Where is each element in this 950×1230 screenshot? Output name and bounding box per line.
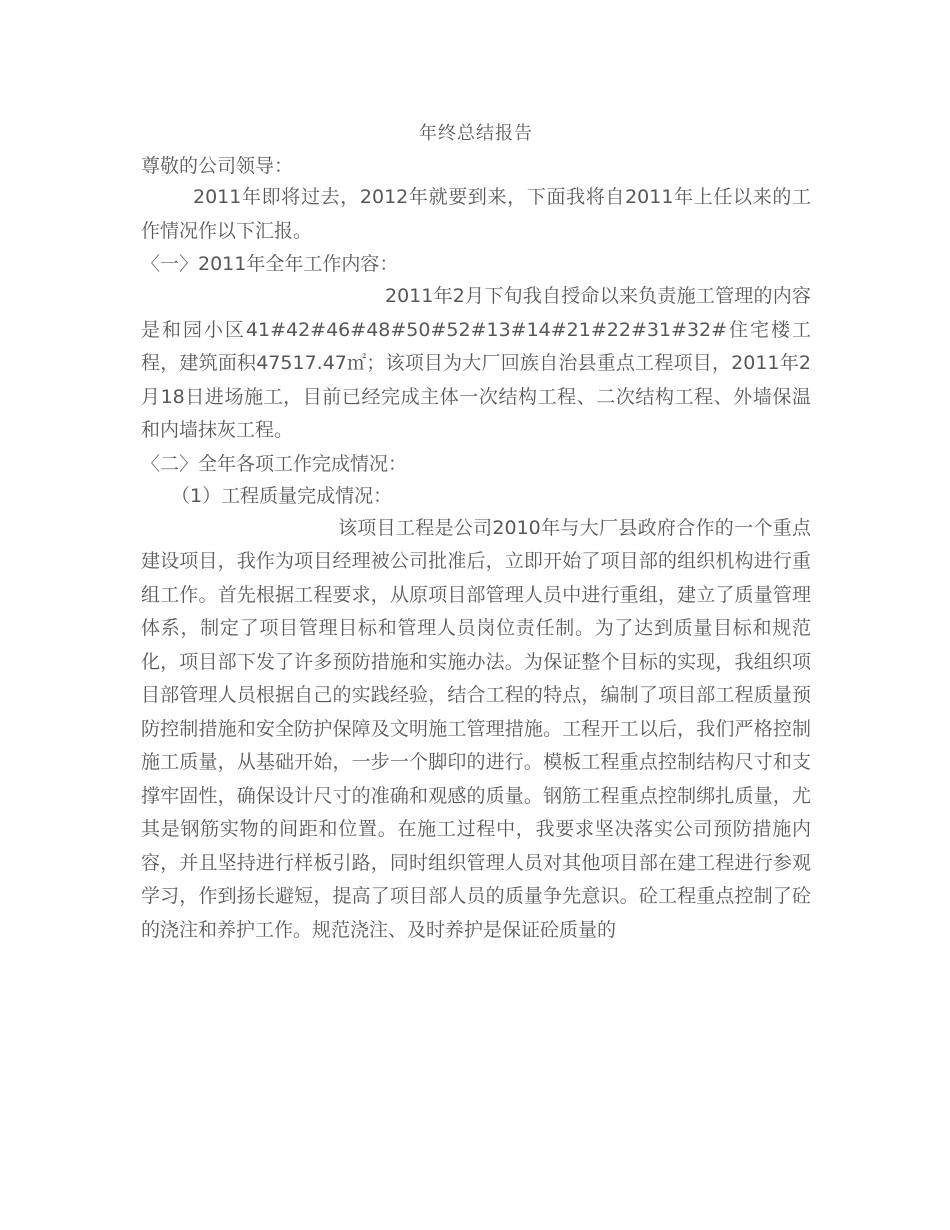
section1-heading: 〈一〉2011年全年工作内容： <box>141 253 399 275</box>
document-title: 年终总结报告 <box>419 123 533 144</box>
section1-paragraph: 2011年2月下旬我自授命以来负责施工管理的内容是和园小区41#42#46#48#50#52#13#14#21#22#31#32#住宅楼工程，建筑面积47517.47㎡；该项目为大厂回族自治县重点工程项目，2011年2月18日进场施工，目前已经完成主体一次结构工程、二次结构工程、外墙保温和内墙抹灰工程。 <box>141 285 811 441</box>
salutation: 尊敬的公司领导： <box>141 155 294 177</box>
document-body <box>141 121 811 947</box>
section2-sub1-heading: （1）工程质量完成情况： <box>171 484 393 507</box>
section2-heading: 〈二〉全年各项工作完成情况： <box>141 452 408 475</box>
intro-paragraph: 2011年即将过去，2012年就要到来，下面我将自2011年上任以来的工作情况作以下汇报。 <box>141 186 811 242</box>
quality-paragraph: 该项目工程是公司2010年与大厂县政府合作的一个重点建设项目，我作为项目经理被公司批准后，立即开始了项目部的组织机构进行重组工作。首先根据工程要求，从原项目部管理人员中进行重组，建立了质量管理体系，制定了项目管理目标和管理人员岗位责任制。为了达到质量目标和规范化，项目部下发了许多预防措施和实施办法。为保证整个目标的实现，我组织项目部管理人员根据自己的实践经验，结合工程的特点，编制了项目部工程质量预防控制措施和安全防护保障及文明施工管理措施。工程开工以后，我们严格控制施工质量，从基础开始，一步一个脚印的进行。模板工程重点控制结构尺寸和支撑牢固性，确保设计尺寸的准确和观感的质量。钢筋工程重点控制绑扎质量，尤其是钢筋实物的间距和位置。在施工过程中，我要求坚决落实公司预防措施内容，并且坚持进行样板引路，同时组织管理人员对其他项目部在建工程进行参观学习，作到扬长避短，提高了项目部人员的质量争先意识。砼工程重点控制了砼的浇注和养护工作。规范浇注、及时养护是保证砼质量的 <box>141 516 811 941</box>
